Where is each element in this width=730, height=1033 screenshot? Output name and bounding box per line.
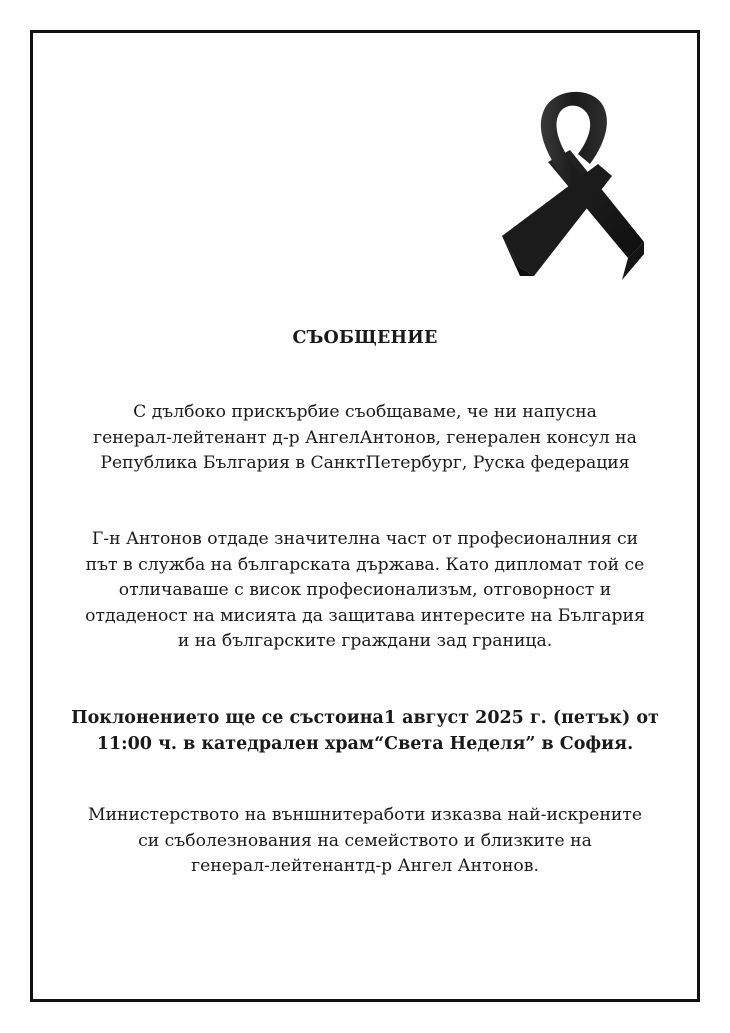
- text-line: Г-н Антонов отдаде значителна част от професионалния си: [91, 529, 639, 549]
- career-paragraph: [60, 527, 670, 655]
- notice-title: СЪОБЩЕНИЕ: [292, 328, 438, 348]
- text-line: Поклонението ще се състоина1 август 2025 г. (петък) от: [71, 708, 659, 728]
- announcement-paragraph: [60, 400, 670, 477]
- text-line: път в служба на българската държава. Като дипломат той се: [85, 554, 645, 575]
- text-line: 11:00 ч. в катедрален храм“Света Неделя” в София.: [96, 734, 634, 754]
- memorial-service-paragraph: [60, 705, 670, 757]
- text-line: С дълбоко прискърбие съобщаваме, че ни напусна: [133, 402, 597, 422]
- text-line: отличаваше с висок професионализъм, отговорност и: [118, 580, 612, 600]
- text-line: Република България в СанктПетербург, Руска федерация: [100, 453, 630, 473]
- text-line: и на българските граждани зад граница.: [177, 631, 553, 651]
- black-ribbon-icon: [498, 84, 646, 280]
- text-line: генерал-лейтенант д-р АнгелАнтонов, генерален консул на: [93, 427, 637, 448]
- condolences-paragraph: [60, 803, 670, 880]
- text-line: си съболезнования на семейството и близките на: [138, 830, 592, 851]
- text-line: генерал-лейтенантд-р Ангел Антонов.: [191, 856, 539, 876]
- text-line: отдаденост на мисията да защитава интересите на България: [85, 605, 645, 626]
- text-line: Министерството на външнитеработи изказва най-искрените: [87, 805, 643, 825]
